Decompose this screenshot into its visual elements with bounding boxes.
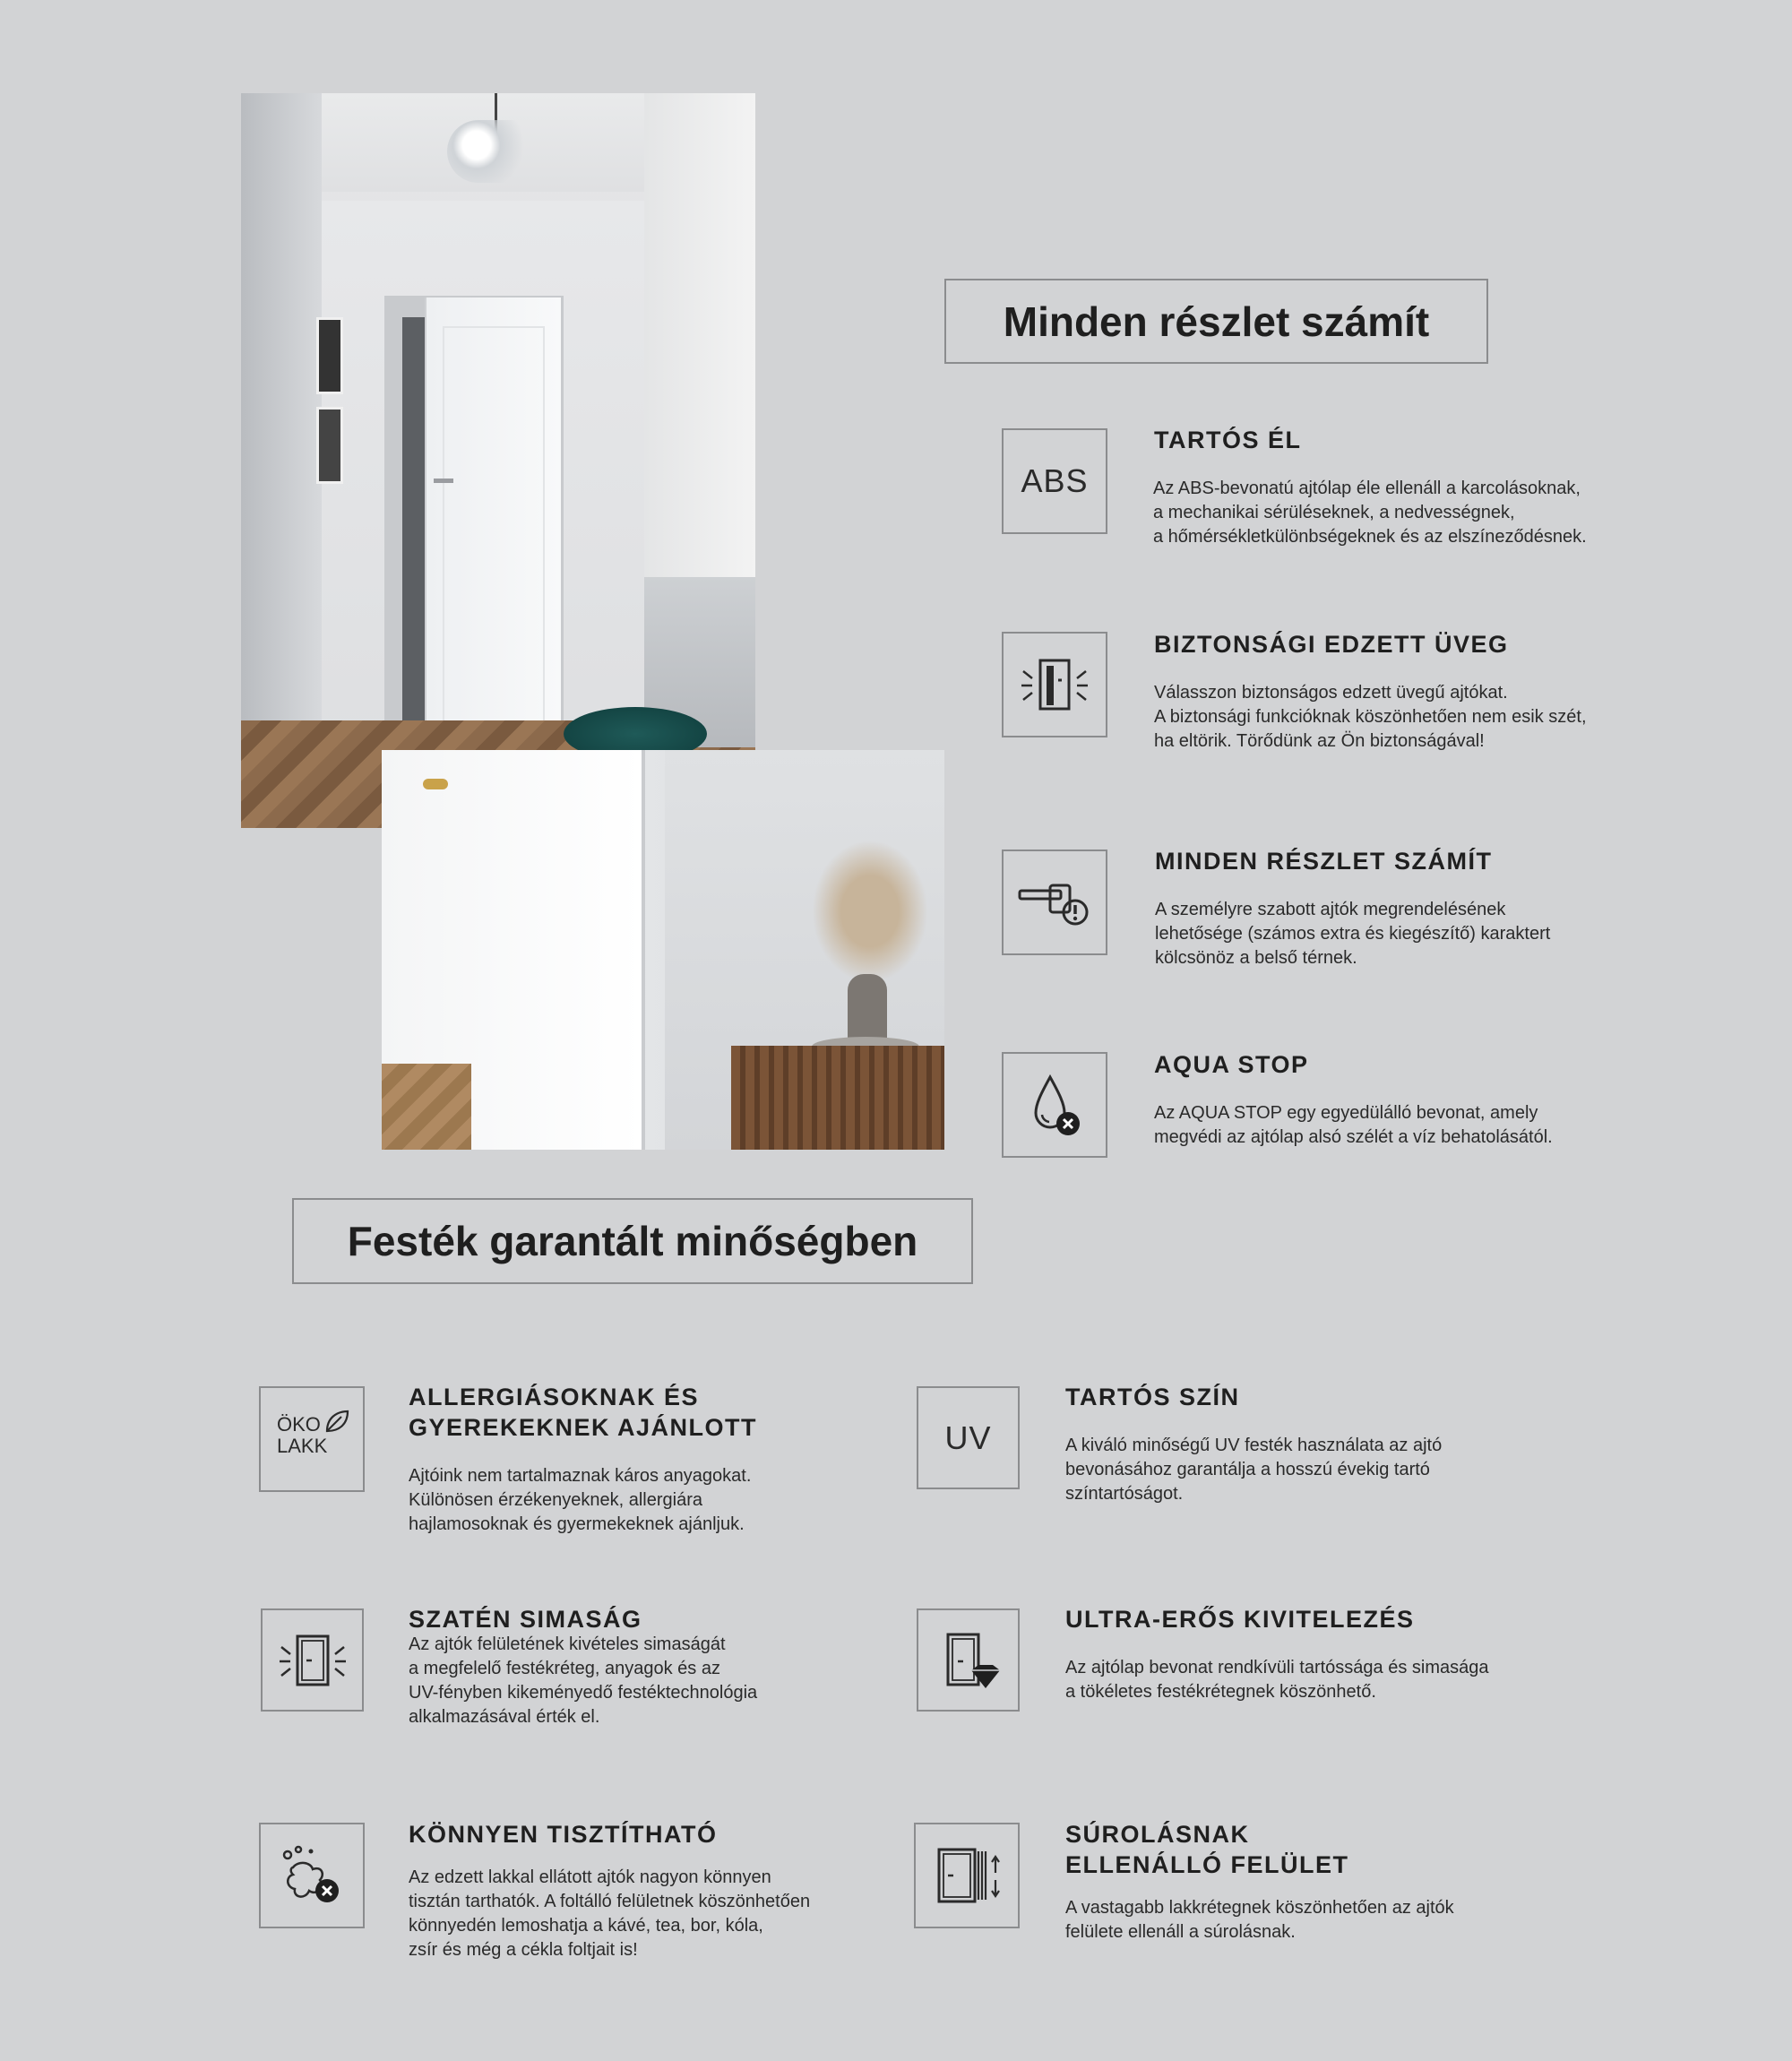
- uv-icon-label: UV: [944, 1419, 992, 1456]
- feature-description: Az edzett lakkal ellátott ajtók nagyon könnyen tisztán tarthatók. A foltálló felületnek köszönhetően könnyedén lemoshatja a kávé, tea, bor, kóla, zsír és még a cékla foltjait is!: [409, 1867, 811, 1960]
- feature-description: A személyre szabott ajtók megrendelésének lehetősége (számos extra és kiegészítő) karaktert kölcsönöz a belső térnek.: [1155, 900, 1551, 968]
- feature-title: TARTÓS SZÍN: [1065, 1384, 1240, 1410]
- feature-description: Az ABS-bevonatú ajtólap éle ellenáll a karcolásoknak, a mechanikai sérüléseknek, a nedvességnek, a hőmérsékletkülönbségeknek és az elszíneződésnek.: [1153, 479, 1587, 547]
- shiny-door-icon: [261, 1608, 364, 1712]
- feature-title: SZATÉN SIMASÁG: [409, 1606, 642, 1633]
- feature-title: ULTRA-ERŐS KIVITELEZÉS: [1065, 1606, 1415, 1633]
- eco-icon-label-1: ÖKO: [277, 1413, 321, 1436]
- abs-icon-label: ABS: [1021, 462, 1089, 499]
- feature-description: Válasszon biztonságos edzett üvegű ajtókat. A biztonsági funkcióknak köszönhetően nem esik szét, ha eltörik. Törődünk az Ön biztonságával!: [1154, 683, 1587, 751]
- feature-title: KÖNNYEN TISZTÍTHATÓ: [409, 1821, 718, 1848]
- leaf-icon: [323, 1408, 350, 1435]
- section-title-details-text: Minden részlet számít: [1003, 298, 1430, 345]
- section-title-paint-text: Festék garantált minőségben: [347, 1218, 918, 1264]
- door-handle-alert-icon: [1002, 849, 1107, 955]
- feature-title: BIZTONSÁGI EDZETT ÜVEG: [1154, 631, 1509, 658]
- feature-title: AQUA STOP: [1154, 1051, 1309, 1078]
- feature-title: MINDEN RÉSZLET SZÁMÍT: [1155, 848, 1493, 875]
- feature-description: Az ajtók felületének kivételes simaságát a megfelelő festékréteg, anyagok és az UV-fényben kikeményedő festéktechnológia alkalmazásával érték el.: [409, 1634, 758, 1727]
- door-detail-photo: [382, 750, 944, 1150]
- door-thickness-icon: [914, 1823, 1020, 1928]
- feature-title: ALLERGIÁSOKNAK ÉS GYEREKEKNEK AJÁNLOTT: [409, 1384, 758, 1441]
- section-title-paint: [292, 1198, 973, 1284]
- hallway-photo: [241, 93, 755, 828]
- glass-door-icon: [1002, 632, 1107, 737]
- abs-text-icon: [1002, 428, 1107, 534]
- door-diamond-icon: [917, 1608, 1020, 1712]
- section-title-details: [944, 279, 1488, 364]
- feature-title: SÚROLÁSNAK ELLENÁLLÓ FELÜLET: [1065, 1821, 1349, 1878]
- feature-description: A vastagabb lakkrétegnek köszönhetően az ajtók felülete ellenáll a súrolásnak.: [1065, 1898, 1454, 1942]
- feature-title: TARTÓS ÉL: [1154, 427, 1302, 453]
- feature-description: A kiváló minőségű UV festék használata az ajtó bevonásához garantálja a hosszú évekig tartó színtartóságot.: [1065, 1436, 1443, 1504]
- uv-text-icon: [917, 1386, 1020, 1489]
- eco-icon-label-2: LAKK: [277, 1435, 328, 1457]
- eco-lacquer-icon: [259, 1386, 365, 1492]
- stain-clean-icon: [259, 1823, 365, 1928]
- feature-description: Ajtóink nem tartalmaznak káros anyagokat. Különösen érzékenyeknek, allergiára hajlamosoknak és gyermekeknek ajánljuk.: [409, 1466, 752, 1534]
- feature-description: Az AQUA STOP egy egyedülálló bevonat, amely megvédi az ajtólap alsó szélét a víz behatolásától.: [1154, 1103, 1553, 1147]
- water-drop-stop-icon: [1002, 1052, 1107, 1158]
- feature-description: Az ajtólap bevonat rendkívüli tartóssága és simasága a tökéletes festékrétegnek köszönhető.: [1065, 1658, 1489, 1702]
